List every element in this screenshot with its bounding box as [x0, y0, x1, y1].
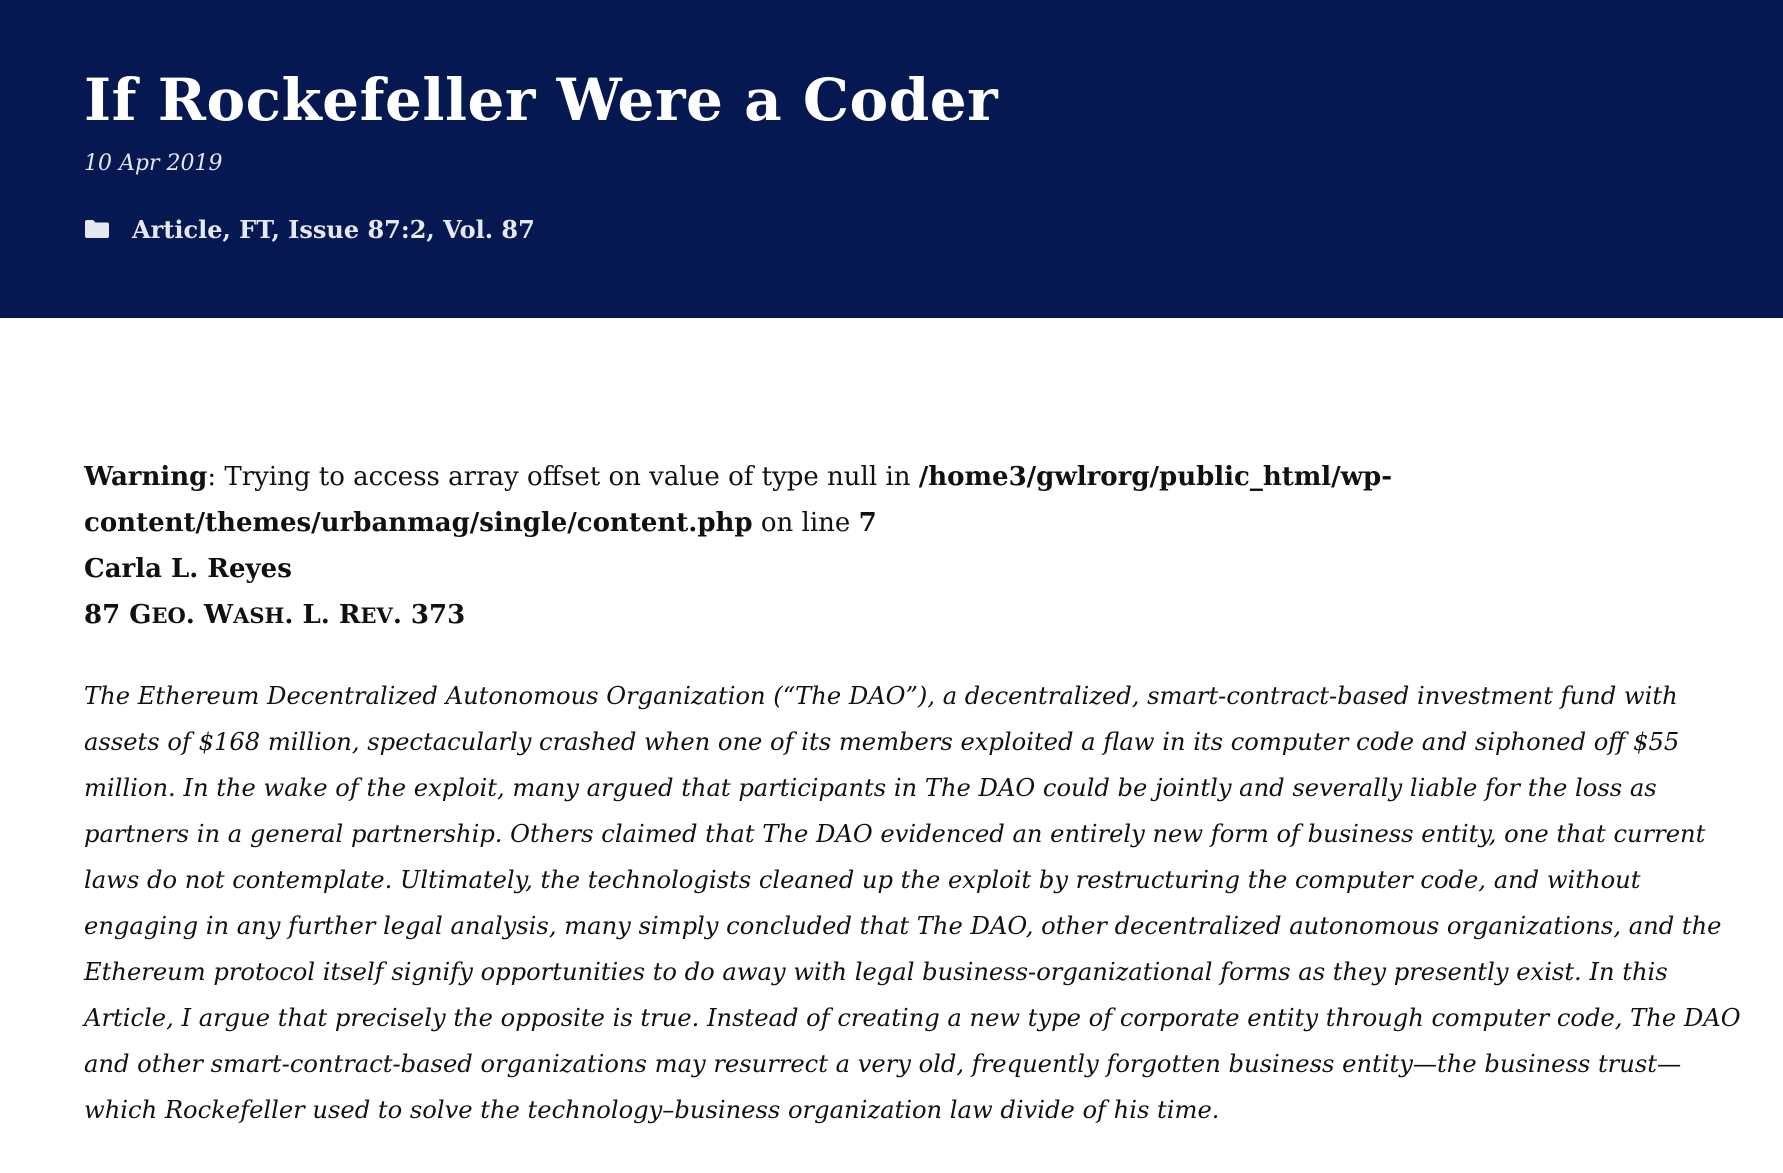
- citation-wash-initial: . W: [185, 600, 234, 630]
- warning-line-number: 7: [858, 508, 877, 538]
- author-name: Carla L. Reyes: [84, 554, 292, 584]
- citation-volume: 87: [84, 600, 130, 630]
- article-abstract: The Ethereum Decentralized Autonomous Organization (“The DAO”), a decentralized, smart-contract-based investment fund with assets of $168 million, spectacularly crashed when one of its members exploited a flaw in its computer code and siphoned off $55 million. In the wake of the exploit, many argued that participants in The DAO could be jointly and severally liable for the loss as partners in a general partnership. Others claimed that The DAO evidenced an entirely new form of business entity, one that current laws do not contemplate. Ultimately, the technologists cleaned up the exploit by restructuring the computer code, and without engaging in any further legal analysis, many simply concluded that The DAO, other decentralized autonomous organizations, and the Ethereum protocol itself signify opportunities to do away with legal business-organizational forms as they presently exist. In this Article, I argue that precisely the opposite is true. Instead of creating a new type of corporate entity through computer code, The DAO and other smart-contract-based organizations may resurrect a very old, frequently forgotten business entity—the business trust—which Rockefeller used to solve the technology–business organization law divide of his time.: [84, 682, 1741, 1124]
- category-list: [84, 212, 535, 246]
- category-links[interactable]: Article, FT, Issue 87:2, Vol. 87: [132, 214, 535, 244]
- post-date: 10 Apr 2019: [84, 151, 223, 176]
- citation-geo-rest: EO: [151, 603, 186, 628]
- warning-message: : Trying to access array offset on value of type null in: [207, 462, 919, 492]
- citation: [84, 592, 1744, 639]
- warning-path: /home3/gwlrorg/public_html/wp-content/themes/urbanmag/single/content.php: [84, 462, 1393, 538]
- page-title: If Rockefeller Were a Coder: [84, 66, 999, 134]
- citation-rev-initial: R: [338, 600, 361, 630]
- php-warning: [84, 454, 1454, 546]
- citation-page: . 373: [392, 600, 466, 630]
- citation-geo-initial: G: [129, 600, 152, 630]
- citation-wash-rest: ASH: [233, 603, 285, 628]
- article-header: [0, 0, 1783, 318]
- warning-label: Warning: [84, 462, 208, 492]
- article-content: [84, 454, 1744, 1133]
- citation-l: . L.: [284, 600, 339, 630]
- folder-icon: [84, 219, 110, 239]
- warning-line-text: on line: [752, 508, 859, 538]
- citation-rev-rest: EV: [360, 603, 393, 628]
